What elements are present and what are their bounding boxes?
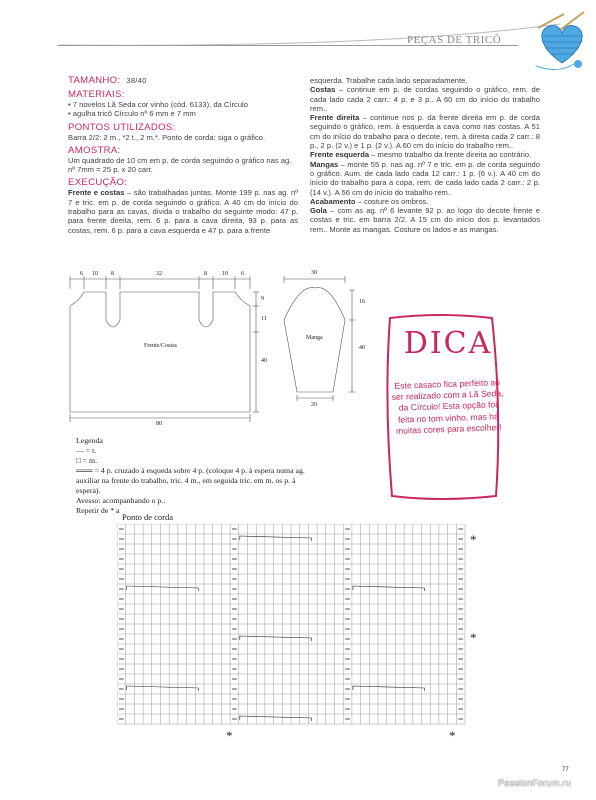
stitch-chart	[117, 524, 469, 726]
watermark: PassionForum.ru	[498, 778, 572, 788]
materiais-item: • 7 novelos Lã Seda cor vinho (cód. 6133), da Círculo	[68, 100, 248, 109]
legend-line: Avesso: acompanhando o p..	[76, 496, 166, 505]
page-number: 77	[562, 767, 569, 773]
gola-text: Gola – com as ag. nº 6 levante 92 p. ao logo do decote frente e costas e tric. em barra 2/2. A 15 cm do início dos p. levantados rem.. Monte as mangas. Costure os lados e as mangas.	[310, 206, 540, 234]
dim-label: 30	[311, 270, 317, 276]
dica-title: DICA	[403, 326, 493, 361]
materiais-heading: MATERIAIS:	[68, 89, 125, 100]
execucao-heading: EXECUÇÃO:	[68, 177, 128, 189]
dim-label: 8	[204, 271, 207, 277]
sleeve-label: Manga	[306, 335, 323, 341]
tamanho-heading: TAMANHO: 38/40	[68, 75, 147, 86]
chart-title: Ponto de corda	[122, 512, 173, 522]
amostra-text: Um quadrado de 10 cm em p. de corda seguindo o gráfico nas ag. nº 7mm = 25 p. x 20 carr.	[68, 155, 292, 175]
legend-line: Repetir de * a	[76, 506, 120, 515]
cable-cross	[127, 686, 199, 691]
costas-text: Costas – continue em p. de cordas seguindo o gráfico, rem. de cada lado cada 2 carr.: 4 p. e 3 p.. A 60 cm do início do trabalho rem..	[310, 85, 540, 113]
dim-label: 40	[359, 345, 365, 351]
amostra-heading: AMOSTRA:	[68, 144, 121, 156]
body-width-label: 80	[156, 421, 162, 427]
repeat-marker: *	[449, 728, 456, 743]
frente-esquerda-text: Frente esquerda – mesmo trabalho da frente direita ao contrário.	[310, 150, 532, 160]
legend-line: ═══ = 4 p. cruzado à esqueda sobre 4 p. (coloque 4 p. à espera numa ag. auxiliar na frente do trabalho, tric. 4 m., em seguida tric. em m. os p. à espera).	[76, 466, 305, 495]
acabamento-text: Acabamento – costure os ombros.	[310, 196, 429, 206]
execucao-text: Frente e costas – são trabalhadas juntas. Monte 199 p. nas ag. nº 7 e tric. em p. de corda seguindo o gráfico. A 40 cm do início do trabalho para as cavas, divida o trabalho do seguinte modo: 47 p. para frente direita, rem. 6 p. para a cava direita, 93 p. para as costas, rem. 6 p. para a cava esquerda e 47 p. para a frente	[68, 188, 299, 235]
dim-label: 6	[241, 271, 244, 277]
cable-cross	[240, 636, 312, 641]
dim-label: 40	[261, 358, 267, 364]
cable-cross	[240, 716, 312, 721]
pontos-heading: PONTOS UTILIZADOS:	[68, 121, 176, 133]
repeat-marker: *	[470, 532, 477, 547]
section-title: PEÇAS DE TRICÔ	[407, 34, 502, 46]
dim-label: 9	[261, 296, 264, 302]
intro-text: esquerda. Trabalhe cada lado separadamente.	[310, 76, 468, 85]
legend-line: □ = m.	[76, 456, 98, 465]
cable-cross	[353, 586, 425, 591]
dim-label: 8	[111, 271, 114, 277]
dim-label: 10	[92, 271, 98, 277]
dim-label: 6	[80, 271, 83, 277]
cable-cross	[353, 686, 425, 691]
legend-line: — = t.	[76, 446, 97, 455]
dim-label: 10	[222, 271, 228, 277]
repeat-marker: *	[470, 630, 477, 645]
repeat-marker: *	[226, 728, 233, 743]
dica-text: Este casaco fica perfeito ao ser realizado com a Lã Seda, da Círculo! Esta opção foi feita no tom vinho, mas há muitas cores para escolher!	[391, 377, 504, 436]
frente-direita-text: Frente direita – continue nos p. da frente direita em p. de corda seguindo o gráfico, rem. à esquerda a cava como nas costas. A 51 cm do início do trabalho para o decote, rem. à direita cada 2 carr.: 8 p., 2 p. (2 v.) e 1 p. (2 v.). A 60 cm do início do trabalho rem..	[310, 113, 541, 151]
mangas-text: Mangas – monte 55 p. nas ag. nº 7 e tric. em p. de corda seguindo o gráfico. Aum. de cada lado cada 12 carr.: 1 p. (6 v.). A 40 cm do início do trabalho para a copa, rem. de cada lado cada 2 carr.: 2 p. (14 v.). A 56 cm do início do trabalho rem..	[310, 159, 540, 197]
legend-title: Legenda	[76, 436, 103, 445]
dim-label: 32	[156, 271, 162, 277]
cable-cross	[127, 586, 199, 591]
legend	[76, 436, 316, 516]
dim-label: 16	[359, 299, 365, 305]
pontos-text: Barra 2/2: 2 m., *2 t., 2 m.*. Ponto de corda: siga o gráfico.	[68, 132, 266, 142]
materiais-item: • agulha tricô Círculo nº 6 mm e 7 mm	[68, 109, 196, 119]
dim-label: 11	[261, 316, 267, 322]
cable-cross	[240, 536, 312, 541]
body-label: Frente/Costas	[144, 343, 177, 349]
dim-label: 20	[311, 402, 317, 408]
